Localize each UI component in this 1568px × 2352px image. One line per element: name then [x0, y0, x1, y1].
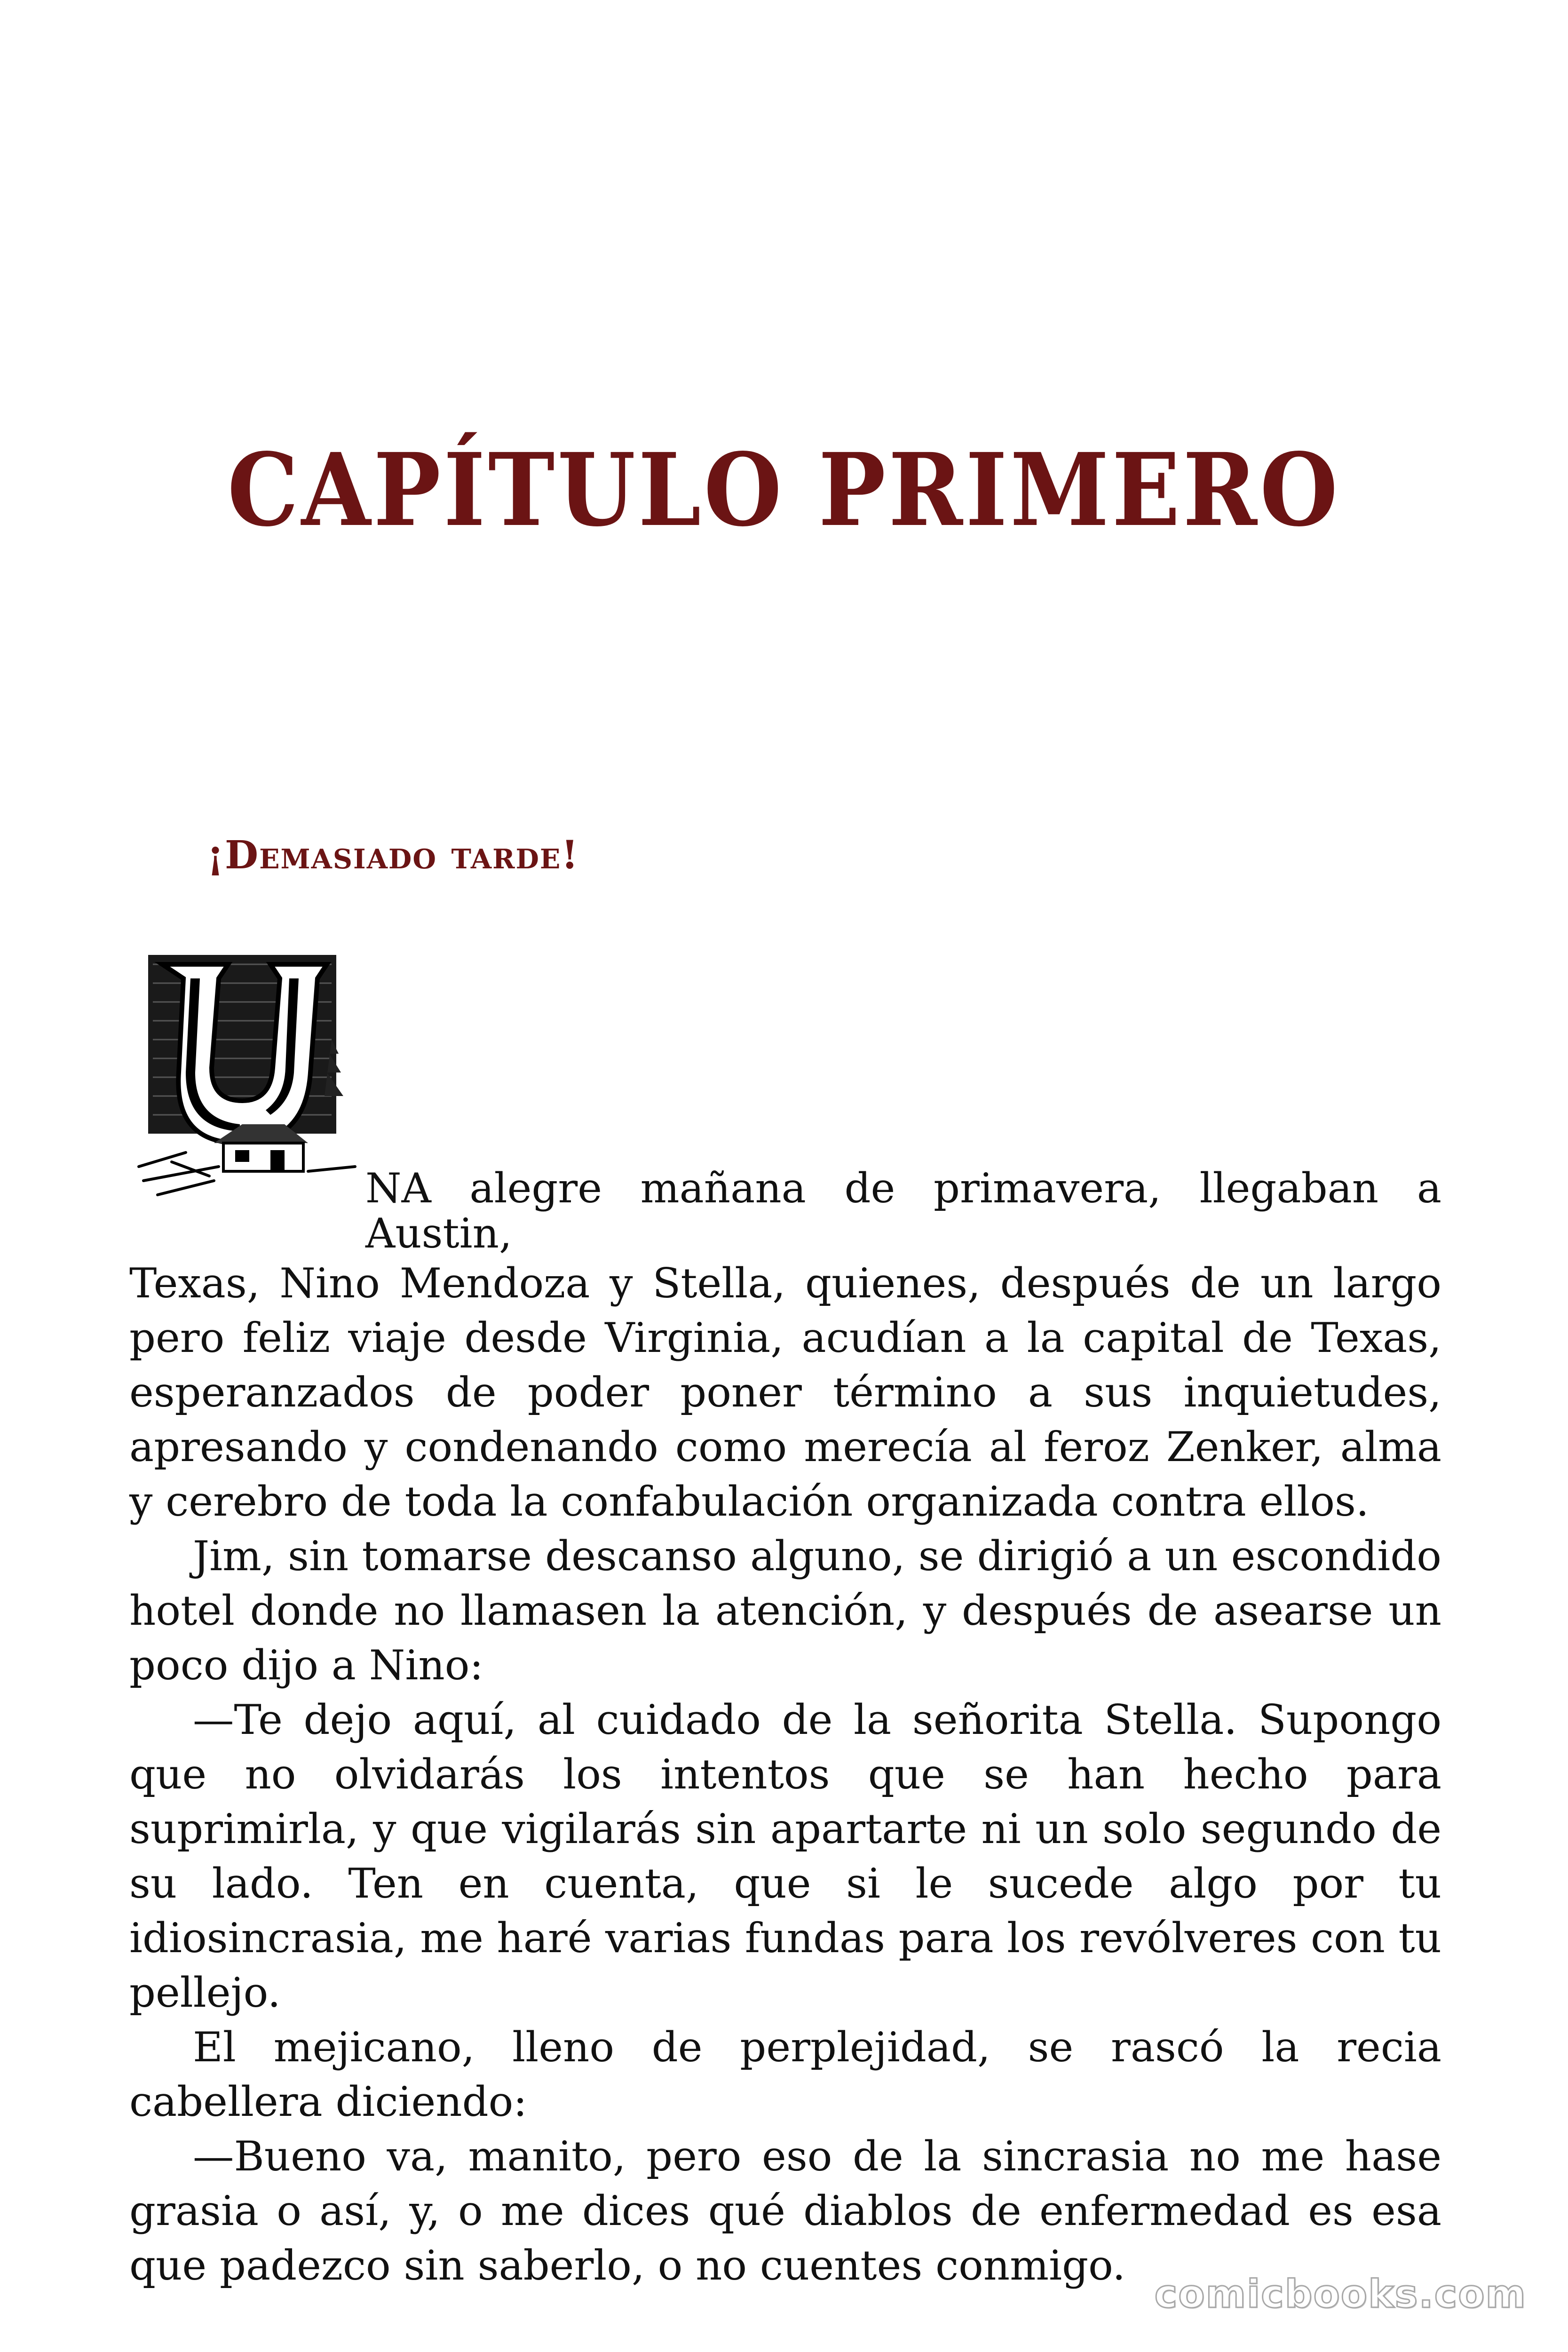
section-heading: ¡Demasiado tarde!: [207, 833, 579, 878]
paragraph: [129, 1166, 1441, 1529]
watermark: comicbooks.com: [1154, 2272, 1527, 2317]
dropcap-u-icon: [129, 946, 364, 1200]
paragraph: El mejicano, lleno de perplejidad, se rascó la recia cabellera diciendo:: [129, 2023, 1441, 2126]
first-line: NA alegre mañana de primavera, llegaban a Austin,: [365, 1164, 1441, 1257]
chapter-title: CAPÍTULO PRIMERO: [227, 431, 1341, 549]
chapter-body: [129, 1166, 1441, 2293]
paragraph: —Bueno va, manito, pero eso de la sincrasia no me hase grasia o así, y, o me dices qué diablos de enfermedad es esa que padezco sin saberlo, o no cuentes conmigo.: [129, 2132, 1441, 2289]
first-paragraph-rest: Texas, Nino Mendoza y Stella, quienes, después de un largo pero feliz viaje desde Virginia, acudían a la capital de Texas, esperanzados de poder poner término a sus inquietudes, apresando y condenando como merecía al feroz Zenker, alma y cerebro de toda la confabulación organizada contra ellos.: [129, 1259, 1441, 1526]
paragraph: —Te dejo aquí, al cuidado de la señorita Stella. Supongo que no olvidarás los intentos que se han hecho para suprimirla, y que vigilarás sin apartarte ni un solo segundo de su lado. Ten en cuenta, que si le sucede algo por tu idiosincrasia, me haré varias fundas para los revólveres con tu pellejo.: [129, 1696, 1441, 2017]
paragraph: Jim, sin tomarse descanso alguno, se dirigió a un escondido hotel donde no llamasen la atención, y después de asearse un poco dijo a Nino:: [129, 1532, 1441, 1689]
